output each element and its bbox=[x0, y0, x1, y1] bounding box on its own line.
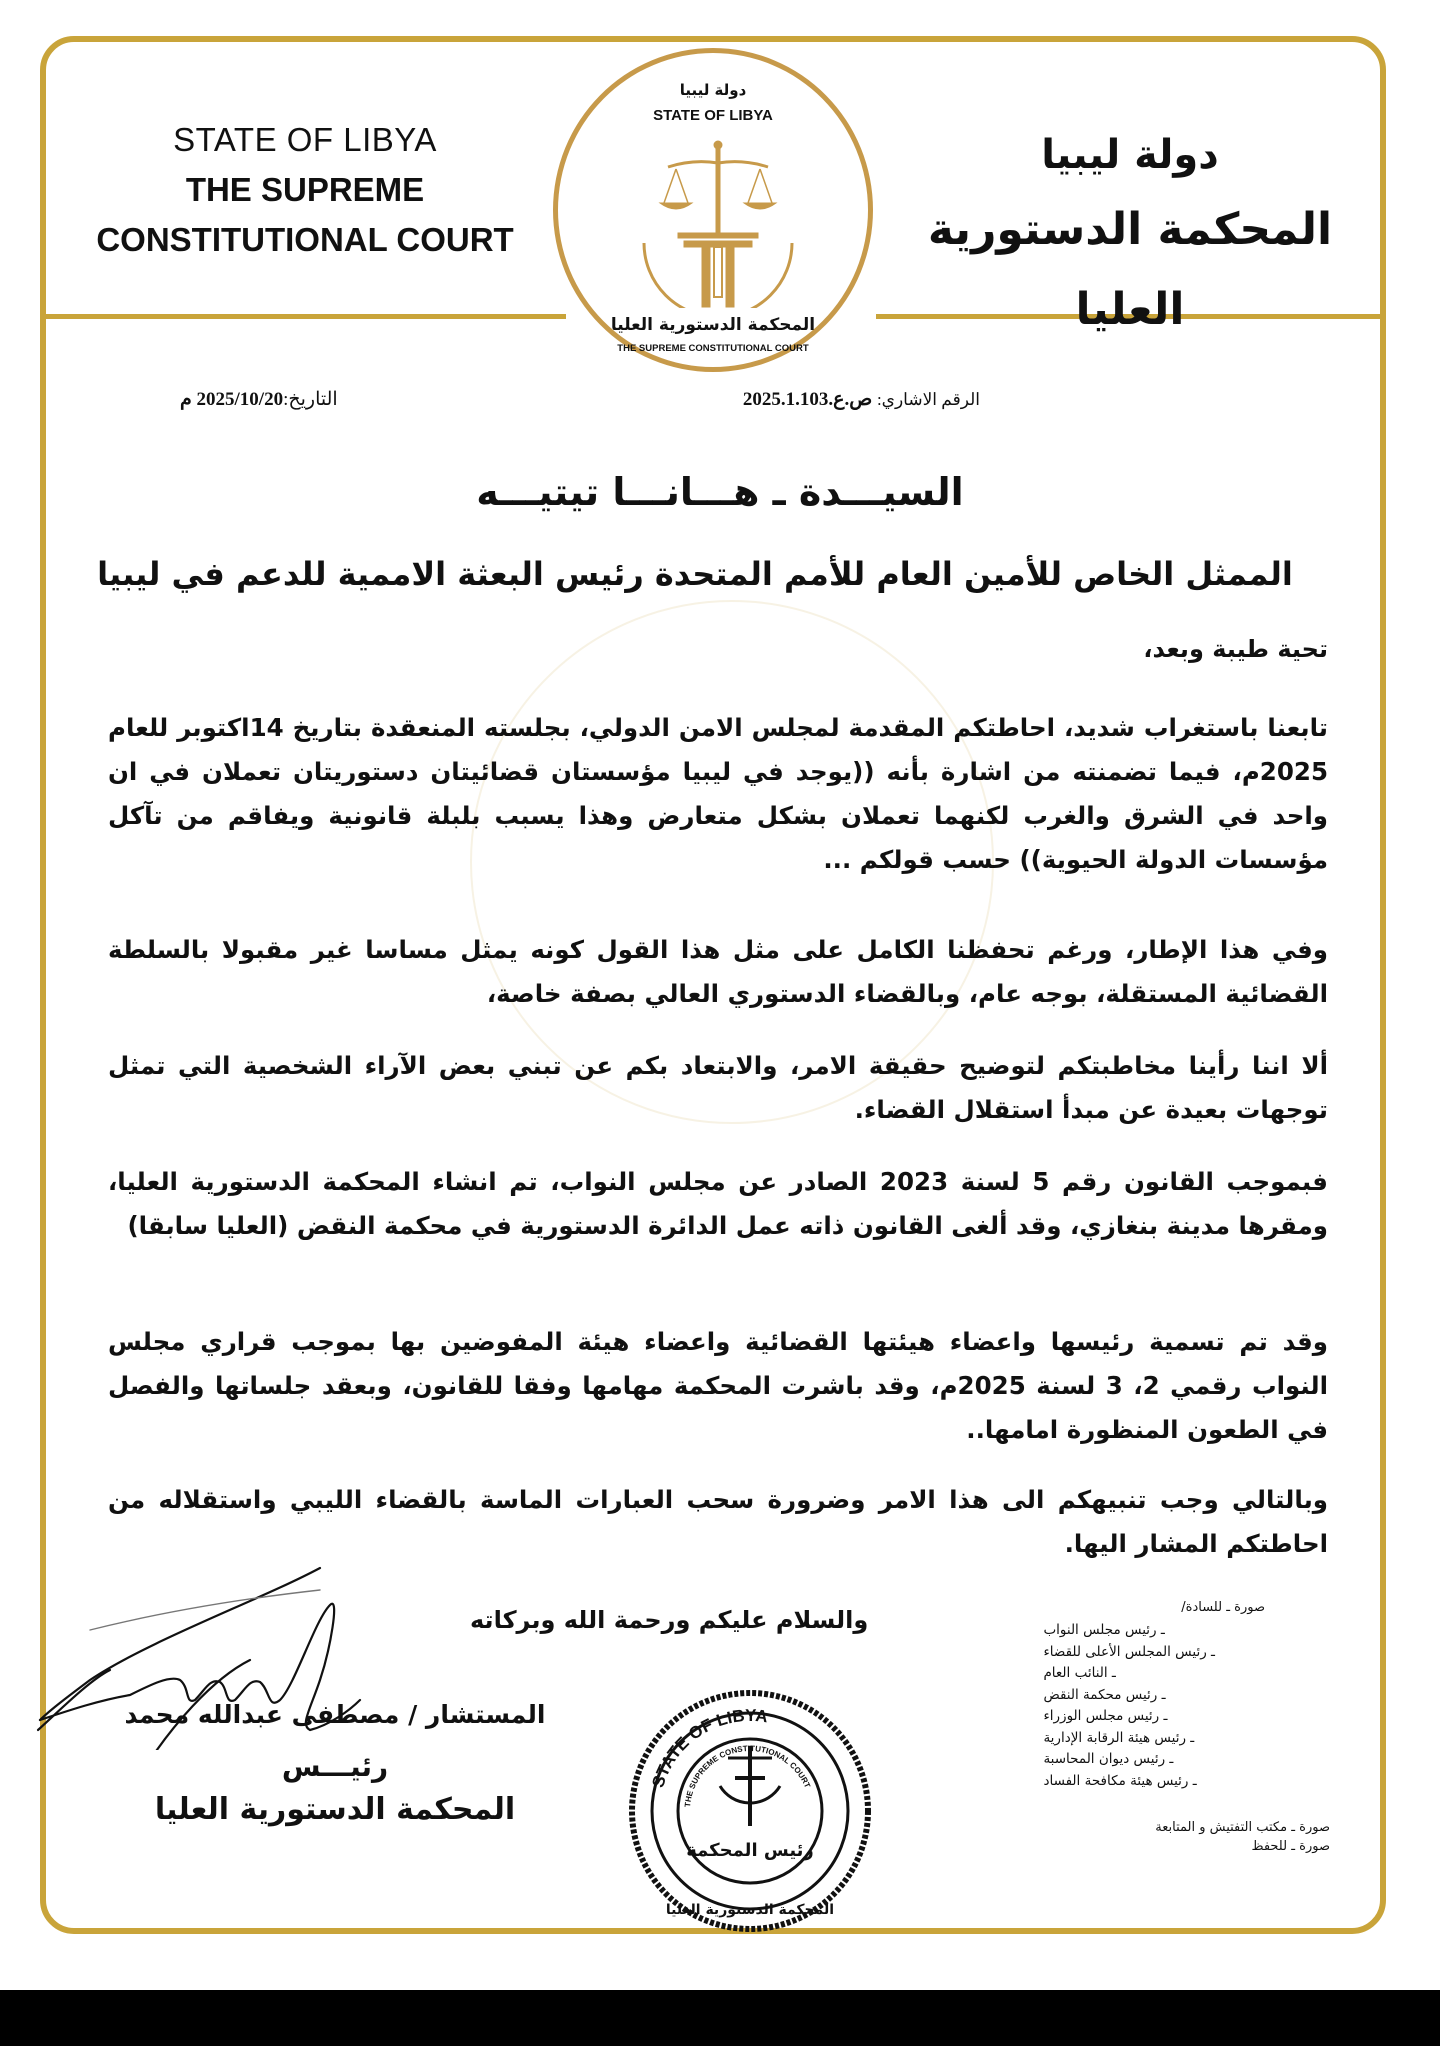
letterhead-en-state: STATE OF LIBYA bbox=[173, 121, 437, 158]
emblem-en-court: THE SUPREME CONSTITUTIONAL COURT bbox=[617, 343, 809, 354]
scales-of-justice-sword-icon bbox=[638, 133, 798, 308]
cc-recipient: ـ رئيس المجلس الأعلى للقضاء bbox=[1043, 1643, 1215, 1660]
date-value: 2025/10/20 م bbox=[180, 389, 284, 410]
svg-text:THE SUPREME CONSTITUTIONAL COU: THE SUPREME CONSTITUTIONAL COURT bbox=[683, 1743, 813, 1808]
cc-copy-archive: صورة ـ للحفظ bbox=[1251, 1839, 1330, 1854]
body-paragraph-5: وقد تم تسمية رئيسها واعضاء هيئتها القضائية واعضاء هيئة المفوضين بها بموجب قراري مجلس النواب رقمي 2، 3 لسنة 2025م، وقد باشرت المحكمة مهامها وفقا للقانون، وبعقد جلساتها والفصل في الطعون المنظورة امامها.. bbox=[108, 1327, 1328, 1444]
body-paragraph-2: وفي هذا الإطار، ورغم تحفظنا الكامل على مثل هذا القول كونه يمثل مساسا غير مقبولا بالسلطة القضائية المستقلة، بوجه عام، وبالقضاء الدستوري العالي بصفة خاصة، bbox=[108, 935, 1328, 1008]
reference-number bbox=[743, 388, 980, 411]
date-label: التاريخ: bbox=[283, 389, 338, 410]
body-paragraph-6: وبالتالي وجب تنبيهكم الى هذا الامر وضرورة سحب العبارات الماسة بالقضاء الليبي واستقلاله من احاطتكم المشار اليها. bbox=[108, 1485, 1328, 1558]
emblem-ar-court: المحكمة الدستورية العليا bbox=[610, 315, 816, 335]
court-emblem bbox=[553, 48, 873, 372]
header-divider-left bbox=[46, 314, 566, 319]
cc-recipient-list bbox=[1043, 1620, 1215, 1792]
official-court-stamp-icon bbox=[620, 1686, 880, 1936]
cc-recipient: ـ رئيس ديوان المحاسبة bbox=[1043, 1751, 1174, 1767]
cc-recipient: ـ النائب العام bbox=[1043, 1665, 1116, 1681]
cc-recipient: ـ رئيس مجلس الوزراء bbox=[1043, 1708, 1168, 1724]
reference-number-label: الرقم الاشاري: bbox=[876, 390, 980, 409]
cc-recipient: ـ رئيس محكمة النقض bbox=[1043, 1686, 1166, 1703]
p1-end: )) حسب قولكم ... bbox=[823, 845, 1042, 874]
cc-recipient: ـ رئيس هيئة الرقابة الإدارية bbox=[1043, 1729, 1195, 1746]
closing-greeting: والسلام عليكم ورحمة الله وبركاته bbox=[470, 1606, 869, 1634]
emblem-en-state: STATE OF LIBYA bbox=[653, 107, 773, 124]
salutation: تحية طيبة وبعد، bbox=[1143, 635, 1328, 663]
addressee-title: الممثل الخاص للأمين العام للأمم المتحدة رئيس البعثة الاممية للدعم في ليبيا bbox=[97, 555, 1293, 593]
body-paragraph-4: فبموجب القانون رقم 5 لسنة 2023 الصادر عن مجلس النواب، تم انشاء المحكمة الدستورية العليا، ومقرها مدينة بنغازي، وقد ألغى القانون ذاته عمل الدائرة الدستورية في محكمة النقض (العليا سابقا) bbox=[108, 1167, 1328, 1240]
letterhead-ar-state: دولة ليبيا bbox=[1041, 132, 1219, 178]
reference-number-value: ص.ع.2025.1.103 bbox=[742, 389, 873, 410]
signatory-court: المحكمة الدستورية العليا bbox=[154, 1792, 516, 1827]
cc-header: صورة ـ للسادة/ bbox=[1181, 1600, 1265, 1615]
emblem-ar-state: دولة ليبيا bbox=[679, 81, 747, 99]
svg-text:المحكمة الدستورية العليا: المحكمة الدستورية العليا bbox=[665, 1902, 835, 1918]
letterhead-arabic bbox=[900, 120, 1360, 350]
letterhead-en-court-2: CONSTITUTIONAL COURT bbox=[96, 221, 514, 258]
cc-copy-inspection: صورة ـ مكتب التفتيش و المتابعة bbox=[1155, 1820, 1330, 1835]
letterhead-en-court-1: THE SUPREME bbox=[185, 171, 425, 208]
letterhead-ar-court: المحكمة الدستورية العليا bbox=[927, 204, 1333, 335]
svg-text:STATE OF LIBYA: STATE OF LIBYA bbox=[648, 1705, 769, 1790]
cc-recipient: ـ رئيس هيئة مكافحة الفساد bbox=[1043, 1772, 1197, 1789]
reference-date bbox=[180, 388, 338, 411]
body-paragraph-1 bbox=[108, 706, 1328, 882]
p1-intro: تابعنا باستغراب شديد، احاطتكم المقدمة لمجلس الامن الدولي، بجلسته المنعقدة بتاريخ 14اكتوبر للعام 2025م، فيما تضمنته من اشارة بأنه (( bbox=[108, 713, 1329, 786]
svg-text:رئيس المحكمة: رئيس المحكمة bbox=[686, 1840, 814, 1861]
addressee-name: السيـــدة ـ هـــانـــا تيتيـــه bbox=[476, 470, 964, 514]
p1-quote: يوجد في ليبيا مؤسستان قضائيتان دستوريتان تعملان في ان واحد في الشرق والغرب لكنهما تعملان بشكل متعارض وهذا يسبب بلبلة قانونية ويفاقم من تآكل مؤسسات الدولة الحيوية bbox=[108, 757, 1328, 874]
signatory-role: رئيـــس bbox=[281, 1750, 389, 1783]
body-paragraph-3: ألا اننا رأينا مخاطبتكم لتوضيح حقيقة الامر، والابتعاد بكم عن تبني بعض الآراء الشخصية التي تمثل توجهات بعيدة عن مبدأ استقلال القضاء. bbox=[108, 1051, 1328, 1124]
signatory-name: المستشار / مصطفى عبدالله محمد bbox=[124, 1700, 546, 1729]
scan-bottom-bar bbox=[0, 1990, 1440, 2046]
cc-extra-copies bbox=[1155, 1818, 1330, 1856]
letterhead-english bbox=[70, 115, 540, 265]
cc-recipient: ـ رئيس مجلس النواب bbox=[1043, 1622, 1165, 1638]
